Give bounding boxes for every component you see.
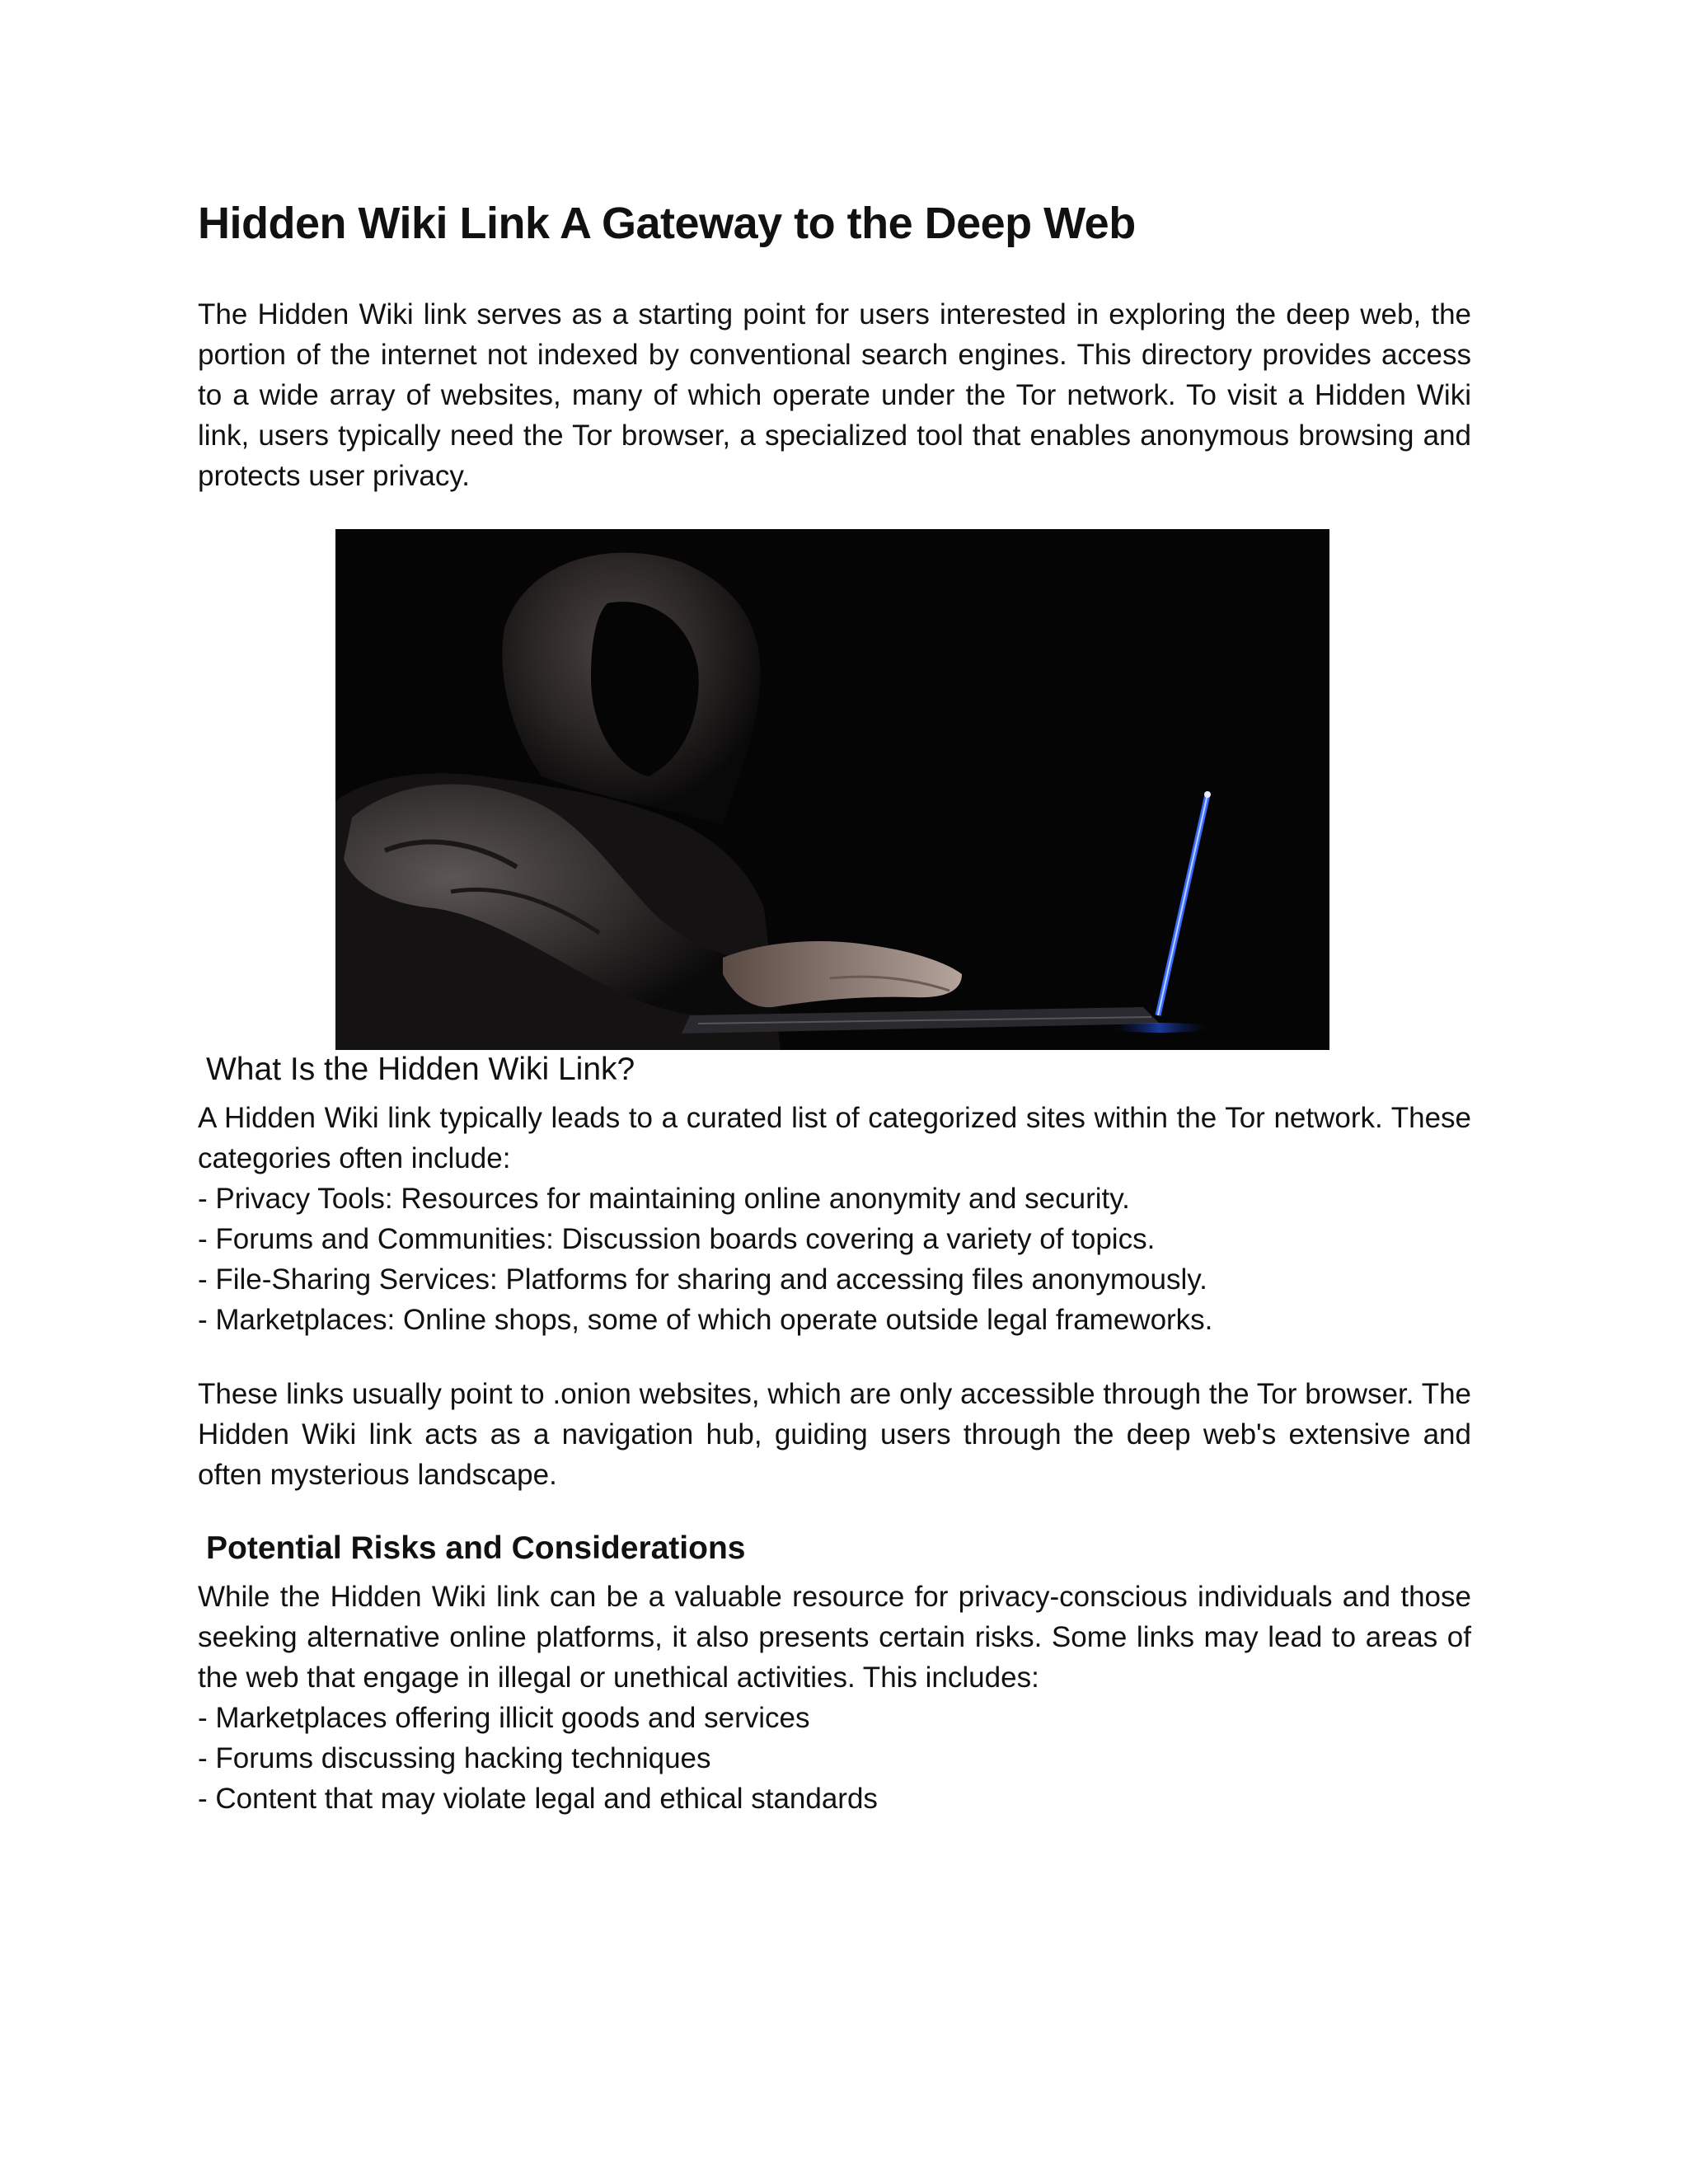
- section-what-is-body: [198, 1098, 1471, 1340]
- list-item: - File-Sharing Services: Platforms for sharing and accessing files anonymously.: [198, 1263, 1207, 1296]
- section-what-is-closing-text: These links usually point to .onion websites, which are only accessible through the Tor browser. The Hidden Wiki link acts as a navigation hub, guiding users through the deep web's extensive and often mysterious landscape.: [198, 1378, 1471, 1491]
- list-item: - Marketplaces offering illicit goods and services: [198, 1702, 810, 1734]
- section-risks-intro: While the Hidden Wiki link can be a valuable resource for privacy-conscious individuals and those seeking alternative online platforms, it also presents certain risks. Some links may lead to areas of the web that engage in illegal or unethical activities. This includes:: [198, 1581, 1471, 1694]
- list-item: - Marketplaces: Online shops, some of which operate outside legal frameworks.: [198, 1304, 1213, 1336]
- list-item: - Content that may violate legal and ethical standards: [198, 1783, 878, 1815]
- section-heading-risks: Potential Risks and Considerations: [206, 1530, 746, 1566]
- page-title: Hidden Wiki Link A Gateway to the Deep Web: [198, 199, 1136, 248]
- section-what-is-intro: A Hidden Wiki link typically leads to a curated list of categorized sites within the Tor network. These categories often include:: [198, 1102, 1471, 1174]
- list-item: - Forums discussing hacking techniques: [198, 1742, 711, 1774]
- section-risks-body: [198, 1577, 1471, 1819]
- section-heading-what-is: What Is the Hidden Wiki Link?: [206, 1052, 635, 1087]
- list-item: - Privacy Tools: Resources for maintaining online anonymity and security.: [198, 1183, 1130, 1215]
- intro-text: The Hidden Wiki link serves as a starting point for users interested in exploring the deep web, the portion of the internet not indexed by conventional search engines. This directory provides access to a wide array of websites, many of which operate under the Tor network. To visit a Hidden Wiki link, users typically need the Tor browser, a specialized tool that enables anonymous browsing and protects user privacy.: [198, 298, 1471, 492]
- hooded-figure-laptop-image: [335, 529, 1329, 1050]
- list-item: - Forums and Communities: Discussion boards covering a variety of topics.: [198, 1223, 1156, 1255]
- intro-paragraph: [198, 294, 1471, 496]
- section-what-is-closing: [198, 1374, 1471, 1495]
